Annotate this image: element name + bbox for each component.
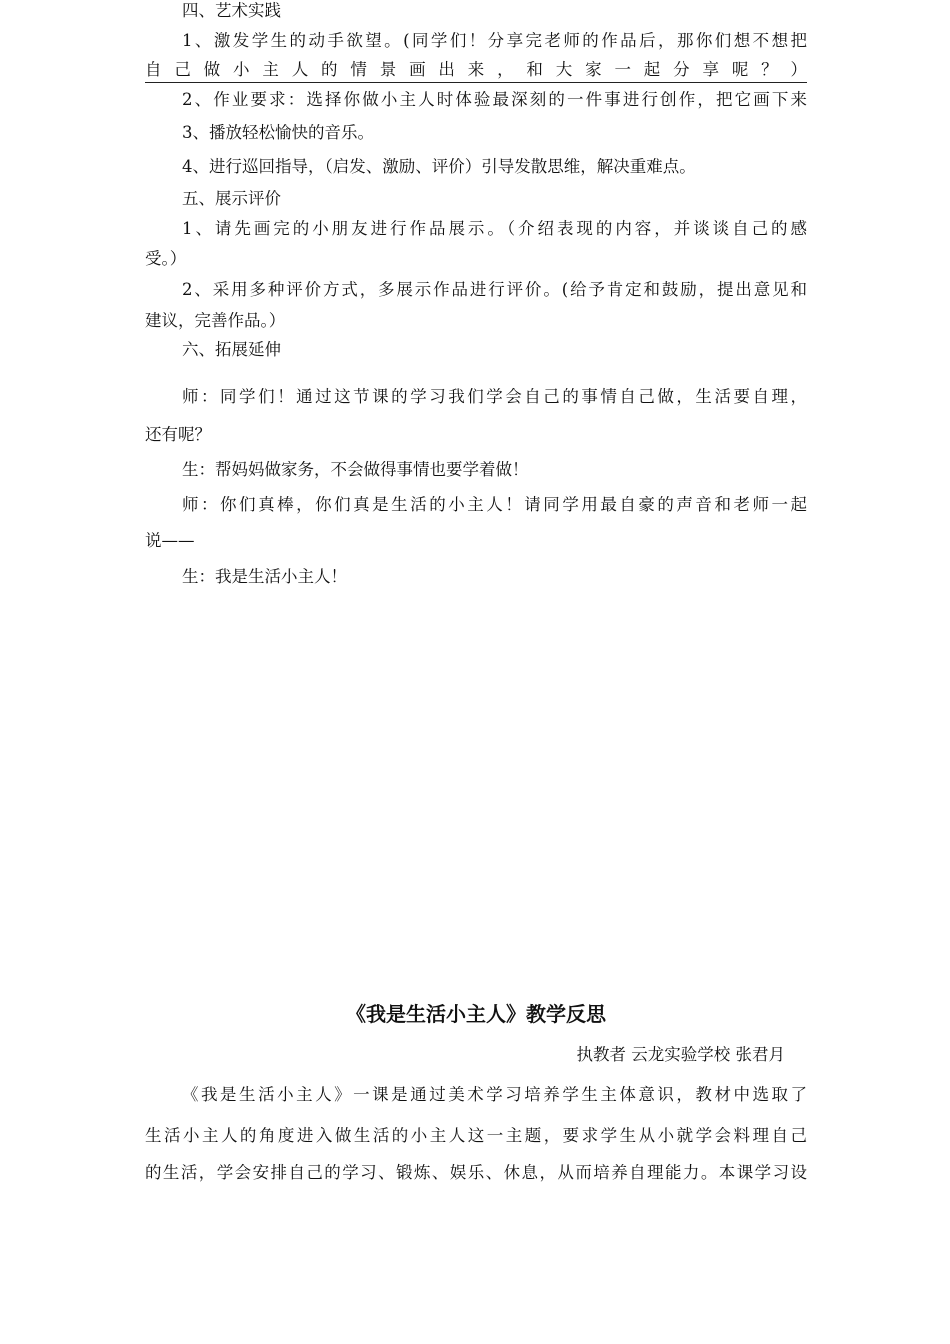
dialogue-teacher-2-line1: 师：你们真棒，你们真是生活的小主人！请同学用最自豪的声音和老师一起 [182, 495, 807, 514]
dialogue-teacher-2-line2: 说—— [145, 531, 195, 550]
section-five-item1-line2: 受。） [145, 249, 187, 268]
section-five-heading: 五、展示评价 [182, 189, 281, 208]
dialogue-teacher-1-line1: 师：同学们！通过这节课的学习我们学会自己的事情自己做，生活要自理， [182, 387, 807, 406]
reflection-byline: 执教者 云龙实验学校 张君月 [576, 1045, 785, 1064]
section-four-item4: 4、进行巡回指导，（启发、激励、评价）引导发散思维，解决重难点。 [182, 157, 696, 176]
section-five-item1-line1: 1、请先画完的小朋友进行作品展示。（介绍表现的内容，并谈谈自己的感 [182, 219, 807, 238]
section-five-item2-line1: 2、采用多种评价方式，多展示作品进行评价。(给予肯定和鼓励，提出意见和 [182, 280, 807, 299]
reflection-paragraph-line1: 《我是生活小主人》一课是通过美术学习培养学生主体意识，教材中选取了 [182, 1085, 807, 1104]
section-four-item3: 3、播放轻松愉快的音乐。 [182, 123, 374, 142]
reflection-paragraph-line3: 的生活，学会安排自己的学习、锻炼、娱乐、休息，从而培养自理能力。本课学习设 [145, 1163, 807, 1182]
dialogue-student-2: 生：我是生活小主人！ [182, 567, 347, 586]
section-six-heading: 六、拓展延伸 [182, 340, 281, 359]
dialogue-teacher-1-line2: 还有呢？ [145, 425, 211, 444]
section-four-item1-line2: 自己做小主人的情景画出来，和大家一起分享呢？） [145, 60, 807, 79]
reflection-paragraph-line2: 生活小主人的角度进入做生活的小主人这一主题，要求学生从小就学会料理自己 [145, 1126, 807, 1145]
reflection-title: 《我是生活小主人》教学反思 [346, 1002, 606, 1026]
horizontal-rule [145, 82, 807, 83]
section-five-item2-line2: 建议，完善作品。） [145, 311, 286, 330]
section-four-item1-line1: 1、激发学生的动手欲望。(同学们！分享完老师的作品后，那你们想不想把 [182, 31, 807, 50]
section-four-item2: 2、作业要求：选择你做小主人时体验最深刻的一件事进行创作，把它画下来 [182, 90, 807, 109]
section-four-heading: 四、艺术实践 [182, 1, 281, 20]
dialogue-student-1: 生：帮妈妈做家务，不会做得事情也要学着做！ [182, 460, 529, 479]
